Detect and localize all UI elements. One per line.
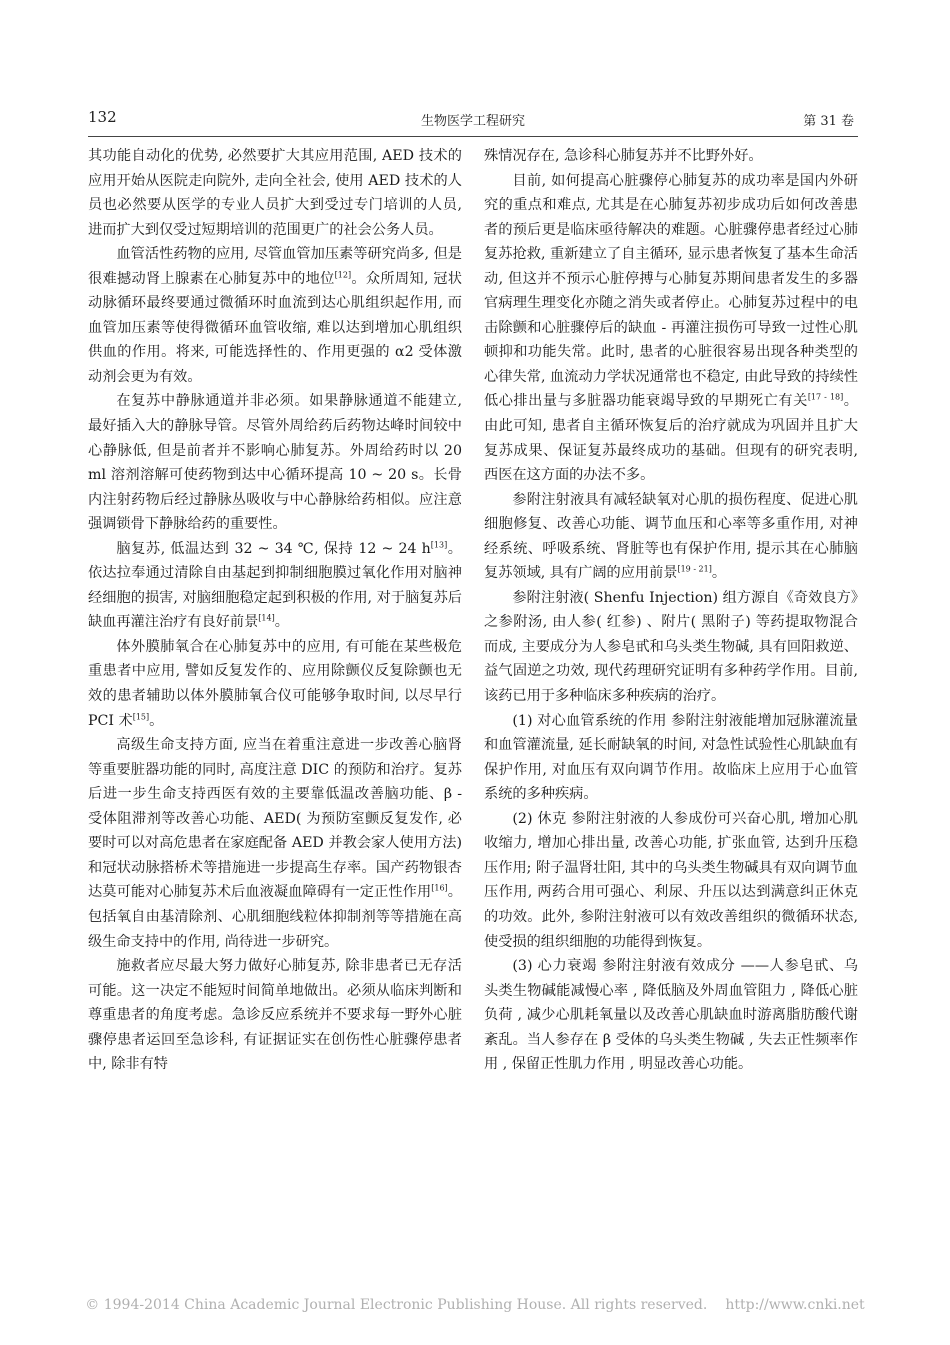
paragraph: 其功能自动化的优势, 必然要扩大其应用范围, AED 技术的应用开始从医院走向院外, 走向全社会, 使用 AED 技术的人员也必然要从医学的专业人员扩大到受过专门培训的人员, 进而扩大到仅受过短期培训的范围更广的社会公务人员。 (88, 148, 462, 238)
citation[interactable]: [19 - 21] (677, 564, 712, 574)
left-column (88, 144, 462, 1259)
paragraph: 血管活性药物的应用, 尽管血管加压素等研究尚多, 但是很难撼动肾上腺素在心肺复苏中的地位[12]。众所周知, 冠状动脉循环最终要通过微循环时血流到达心肌组织起作用, 而血管加压素等使得微循环血管收缩, 难以达到增加心肌组织供血的作用。将来, 可能选择性的、作用更强的 α2 受体激动剂会更为有效。 (88, 246, 462, 385)
running-header (88, 108, 858, 132)
paragraph: (2) 休克 参附注射液的人参成份可兴奋心肌, 增加心肌收缩力, 增加心排出量, 改善心功能, 扩张血管, 达到升压稳压作用; 附子温肾壮阳, 其中的乌头类生物碱具有双向调节血压作用, 两药合用可强心、利尿、升压以达到满意纠正休克的功效。此外, 参附注射液可以有效改善组织的微循环状态, 使受损的组织细胞的功能得到恢复。 (484, 810, 858, 950)
citation[interactable]: [14] (258, 613, 275, 623)
citation[interactable]: [13] (430, 540, 448, 550)
paragraph: 参附注射液具有减轻缺氧对心肌的损伤程度、促进心肌细胞修复、改善心功能、调节血压和心率等多重作用, 对神经系统、呼吸系统、肾脏等也有保护作用, 提示其在心肺脑复苏领域, 具有广阔的应用前景[19 - 21]。 (484, 491, 858, 582)
paragraph: (3) 心力衰竭 参附注射液有效成分 ——人参皂甙、乌头类生物碱能减慢心率 , 降低脑及外周血管阻力 , 降低心脏负荷 , 减少心肌耗氧量以及改善心肌缺血时游离脂肪酸代谢紊乱。当人参存在 β 受体的乌头类生物碱 , 失去正性频率作用 , 保留正性肌力作用 , 明显改善心功能。 (484, 958, 858, 1073)
journal-title: 生物医学工程研究 (420, 114, 525, 129)
citation[interactable]: [15] (132, 711, 150, 721)
paragraph: 高级生命支持方面, 应当在着重注意进一步改善心脑肾等重要脏器功能的同时, 高度注意 DIC 的预防和治疗。复苏后进一步生命支持西医有效的主要靠低温改善脑功能、β - 受体阻滞剂等改善心功能、AED( 为预防室颤反复发作, 必要时可以对高危患者在家庭配备 AED 并教会家人使用方法) 和冠状动脉搭桥术等措施进一步提高生存率。国产药物银杏达莫可能对心肺复苏术后血液凝血障碍有一定正性作用[16]。包括氧自由基清除剂、心肌细胞线粒体抑制剂等等措施在高级生命支持中的作用, 尚待进一步研究。 (88, 737, 462, 950)
footer-url[interactable]: http://www.cnki.net (725, 1297, 865, 1313)
paragraph: 脑复苏, 低温达到 32 ~ 34 ℃, 保持 12 ~ 24 h[13]。依达拉奉通过清除自由基起到抑制细胞膜过氧化作用对脑神经细胞的损害, 对脑细胞稳定起到积极的作用, 对于脑复苏后缺血再灌注治疗有良好前景[14]。 (88, 540, 462, 631)
right-column (484, 144, 858, 1259)
citation[interactable]: [16] (431, 883, 448, 893)
paragraph: (1) 对心血管系统的作用 参附注射液能增加冠脉灌流量和血管灌流量, 延长耐缺氧的时间, 对急性试验性心肌缺血有保护作用, 对血压有双向调节作用。故临床上应用于心血管系统的多种疾病。 (484, 712, 858, 803)
paragraph: 目前, 如何提高心脏骤停心肺复苏的成功率是国内外研究的重点和难点, 尤其是在心肺复苏初步成功后如何改善患者的预后更是临床亟待解决的难题。心脏骤停患者经过心肺复苏抢救, 重新建立了自主循环, 显示患者恢复了基本生命活动, 但这并不预示心脏停搏与心肺复苏期间患者发生的多器官病理生理变化亦随之消失或者停止。心肺复苏过程中的电击除颤和心脏骤停后的缺血 - 再灌注损伤可导致一过性心肌顿抑和功能失常。此时, 患者的心脏很容易出现各种类型的心律失常, 血流动力学状况通常也不稳定, 由此导致的持续性低心排出量与多脏器功能衰竭导致的早期死亡有关[17 - 18]。由此可知, 患者自主循环恢复后的治疗就成为巩固并且扩大复苏成果、保证复苏最终成功的基础。但现有的研究表明, 西医在这方面的办法不多。 (484, 172, 858, 484)
citation[interactable]: [17 - 18] (807, 392, 844, 402)
paragraph: 殊情况存在, 急诊科心肺复苏并不比野外好。 (484, 148, 763, 164)
citation[interactable]: [12] (334, 270, 352, 279)
paragraph: 施救者应尽最大努力做好心肺复苏, 除非患者已无存活可能。这一决定不能短时间简单地做出。必须从临床判断和尊重患者的角度考虑。急诊反应系统并不要求每一野外心脏骤停患者运回至急诊科, 有证据证实在创伤性心脏骤停患者中, 除非有特 (88, 958, 462, 1073)
paragraph: 体外膜肺氧合在心肺复苏中的应用, 有可能在某些极危重患者中应用, 譬如反复发作的、应用除颤仪反复除颤也无效的患者辅助以体外膜肺氧合仪可能够争取时间, 以尽早行 PCI 术[15]。 (88, 638, 462, 729)
header-rule (88, 136, 858, 137)
paragraph: 在复苏中静脉通道并非必须。如果静脉通道不能建立, 最好插入大的静脉导管。尽管外周给药后药物达峰时间较中心静脉低, 但是前者并不影响心肺复苏。外周给药时以 20 ml 溶剂溶解可使药物到达中心循环提高 10 ~ 20 s。长骨内注射药物后经过静脉丛吸收与中心静脉给药相似。应注意强调锁骨下静脉给药的重要性。 (88, 393, 462, 533)
page-number: 132 (88, 108, 117, 126)
copyright-footer (0, 1297, 950, 1313)
paragraph: 参附注射液( Shenfu Injection) 组方源自《奇效良方》之参附汤, 由人参( 红参) 、附片( 黑附子) 等药提取物混合而成, 主要成分为人参皂甙和乌头类生物碱, 具有回阳救逆、益气固逆之功效, 现代药理研究证明有多种药学作用。目前, 该药已用于多种临床多种疾病的治疗。 (484, 589, 858, 705)
volume-label: 第 31 卷 (803, 114, 854, 129)
copyright-text: © 1994-2014 China Academic Journal Electronic Publishing House. All rights reserved. (85, 1297, 708, 1313)
